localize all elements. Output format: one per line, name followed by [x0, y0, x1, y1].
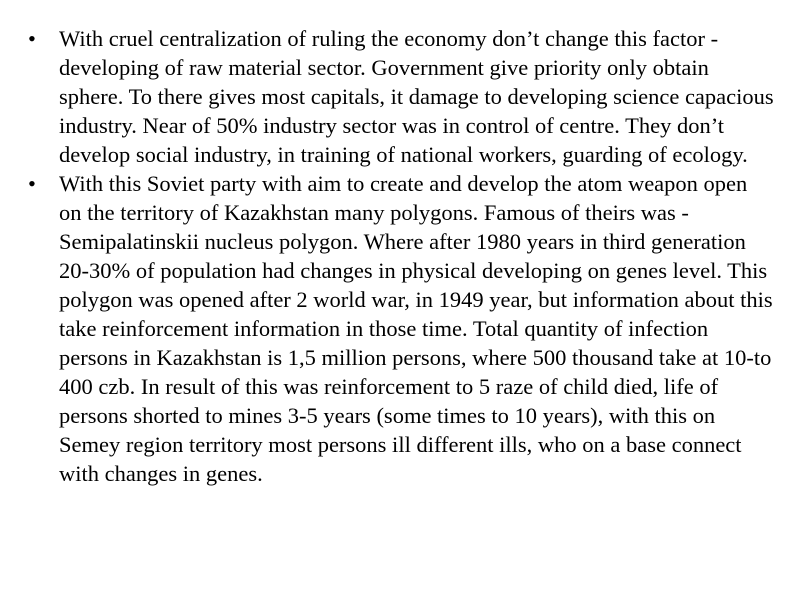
bullet-text: With this Soviet party with aim to create and develop the atom weapon open on the territory of Kazakhstan many polygons. Famous of theirs was - Semipalatinskii nucleus polygon. Where after 1980 years in third generation 20-30% of population had changes in physical developing on genes level. This polygon was opened after 2 world war, in 1949 year, but information about this take reinforcement information in those time. Total quantity of infection persons in Kazakhstan is 1,5 million persons, where 500 thousand take at 10-to 400 czb. In result of this was reinforcement to 5 raze of child died, life of persons shorted to mines 3-5 years (some times to 10 years), with this on Semey region territory most persons ill different ills, who on a base connect with changes in genes.	[59, 171, 773, 486]
bullet-dot-icon: •	[28, 26, 36, 51]
bullet-item-semipalatinsk-polygon	[28, 169, 774, 488]
bullet-text: With cruel centralization of ruling the economy don’t change this factor - developing of raw material sector. Government give priority only obtain sphere. To there gives most capitals, it damage to developing science capacious industry. Near of 50% industry sector was in control of centre. They don’t develop social industry, in training of national workers, guarding of ecology.	[59, 26, 774, 167]
bullet-dot-icon: •	[28, 171, 36, 196]
bullet-item-centralization	[28, 24, 774, 169]
bullet-list	[28, 24, 774, 488]
